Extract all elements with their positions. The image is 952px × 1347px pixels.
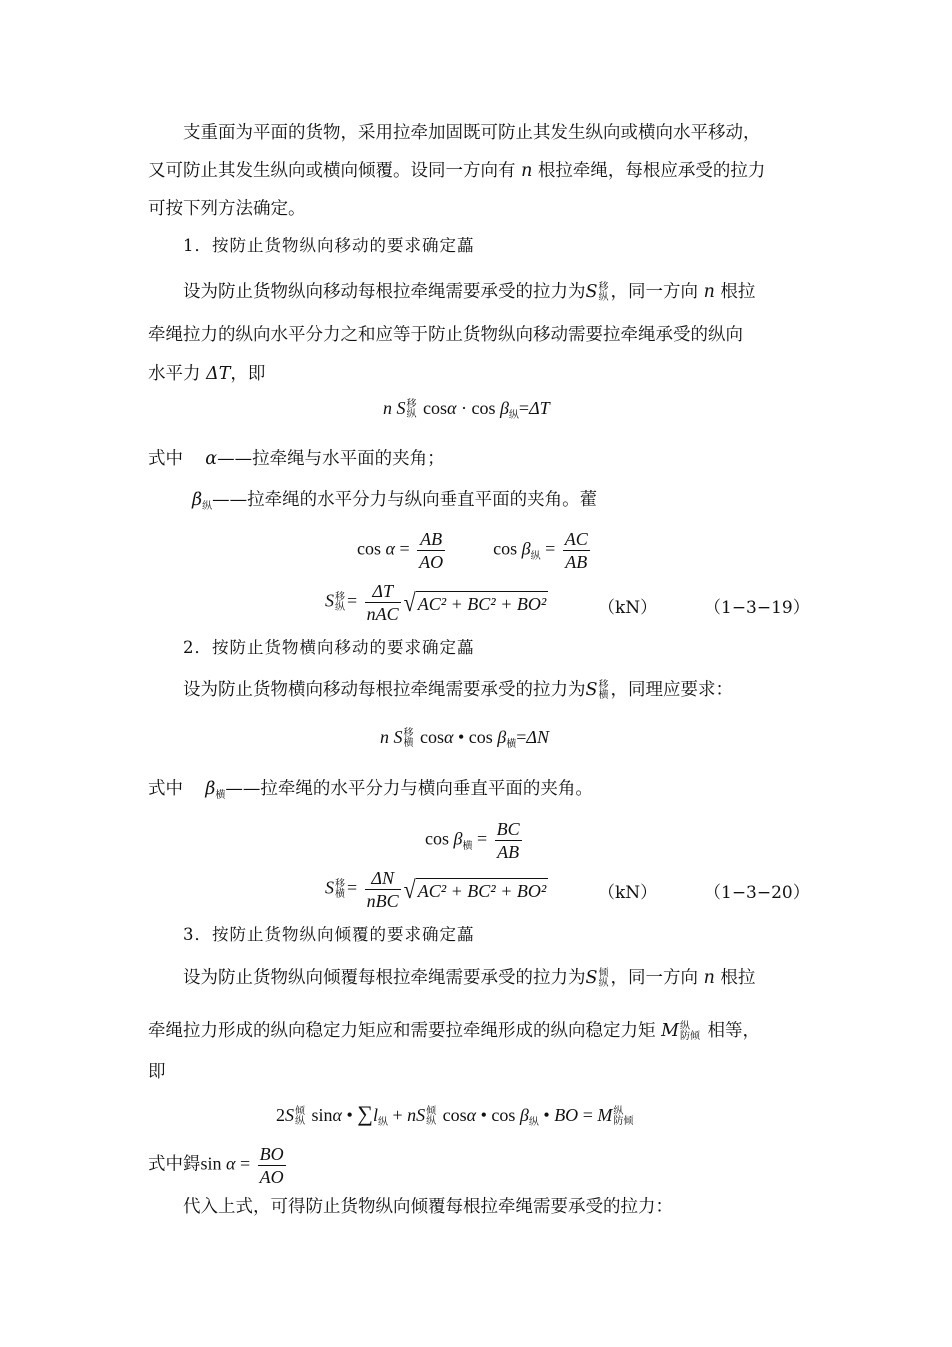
paragraph-line: 代入上式，可得防止货物纵向倾覆每根拉牵绳需要承受的拉力： — [183, 1197, 673, 1217]
paragraph-line: 设为防止货物纵向移动每根拉牵绳需要承受的拉力为S 移 纵 ，同一方向 n 根拉 — [183, 281, 756, 303]
paragraph-line: 设为防止货物纵向倾覆每根拉牵绳需要承受的拉力为S 倾 纵 ，同一方向 n 根拉 — [183, 967, 756, 989]
equation-cos-definitions: cos α = $\frac{AB}{AO}$ $\cos \beta_纵$ = $\frac{AC}{AB}$ — [357, 529, 588, 572]
unit-label: （kN） — [598, 598, 658, 618]
equation-lateral-force: n S 移 横 cosα • $\cos \beta_横=\Delta N$ — [380, 727, 549, 750]
where-line: 式中 $\beta_横——$拉牵绳的水平分力与横向垂直平面的夹角。 — [148, 779, 593, 801]
section-heading: 1．按防止货物纵向移动的要求确定藟 — [183, 236, 475, 255]
paragraph-line: 可按下列方法确定。 — [148, 199, 306, 219]
paragraph-line: 即 — [148, 1062, 166, 1082]
paragraph-line: 支重面为平面的货物，采用拉牵加固既可防止其发生纵向或横向水平移动， — [183, 123, 761, 143]
equation-number: （1−3−20） — [704, 883, 810, 903]
unit-label: （kN） — [598, 883, 658, 903]
paragraph-line: 设为防止货物横向移动每根拉牵绳需要承受的拉力为S 移 横 ，同理应要求： — [183, 679, 733, 701]
equation-cos-beta-lateral: $\cos \beta_横$ = $\frac{BC}{AB}$ — [425, 819, 520, 862]
paragraph-line: 又可防止其发生纵向或横向倾覆。设同一方向有 n 根拉牵绳，每根应承受的拉力 — [148, 161, 766, 181]
section-heading: 3．按防止货物纵向倾覆的要求确定藟 — [183, 925, 475, 944]
section-heading: 2．按防止货物横向移动的要求确定藟 — [183, 638, 475, 657]
where-line: 式中 α——拉牵绳与水平面的夹角； — [148, 449, 445, 469]
equation-longitudinal-force: n S 移 纵 $\cos\alpha \cdot \cos \beta_纵=\Delta T$ — [383, 398, 550, 421]
paragraph-line: 牵绳拉力的纵向水平分力之和应等于防止货物纵向移动需要拉牵绳承受的纵向 — [148, 325, 743, 345]
paragraph-line: 牵绳拉力形成的纵向稳定力矩应和需要拉牵绳形成的纵向稳定力矩 M 纵 防倾 相等， — [148, 1020, 761, 1042]
equation-number: （1−3−19） — [704, 598, 810, 618]
where-line: $\beta_纵——$拉牵绳的水平分力与纵向垂直平面的夹角。藿 — [192, 490, 598, 512]
equation-1-3-20: S 移 横 = $\frac{\Delta N}{\text{nBC}}$ √ AC² + BC² + BO² — [325, 868, 547, 911]
paragraph-line: 水平力 ΔT，即 — [148, 364, 266, 384]
equation-sin-alpha: 式中鍀sin α = $\frac{BO}{AO}$ — [148, 1144, 284, 1187]
equation-1-3-19: S 移 纵 = $\frac{\Delta T}{\text{nAC}}$ √ AC² + BC² + BO² — [325, 581, 547, 624]
equation-moment-balance: 2S 倾 纵 sinα • $\sum l_纵$ + nS 倾 纵 cosα • $\cos \beta_纵$ • BO = M 纵 防倾 — [276, 1101, 634, 1128]
